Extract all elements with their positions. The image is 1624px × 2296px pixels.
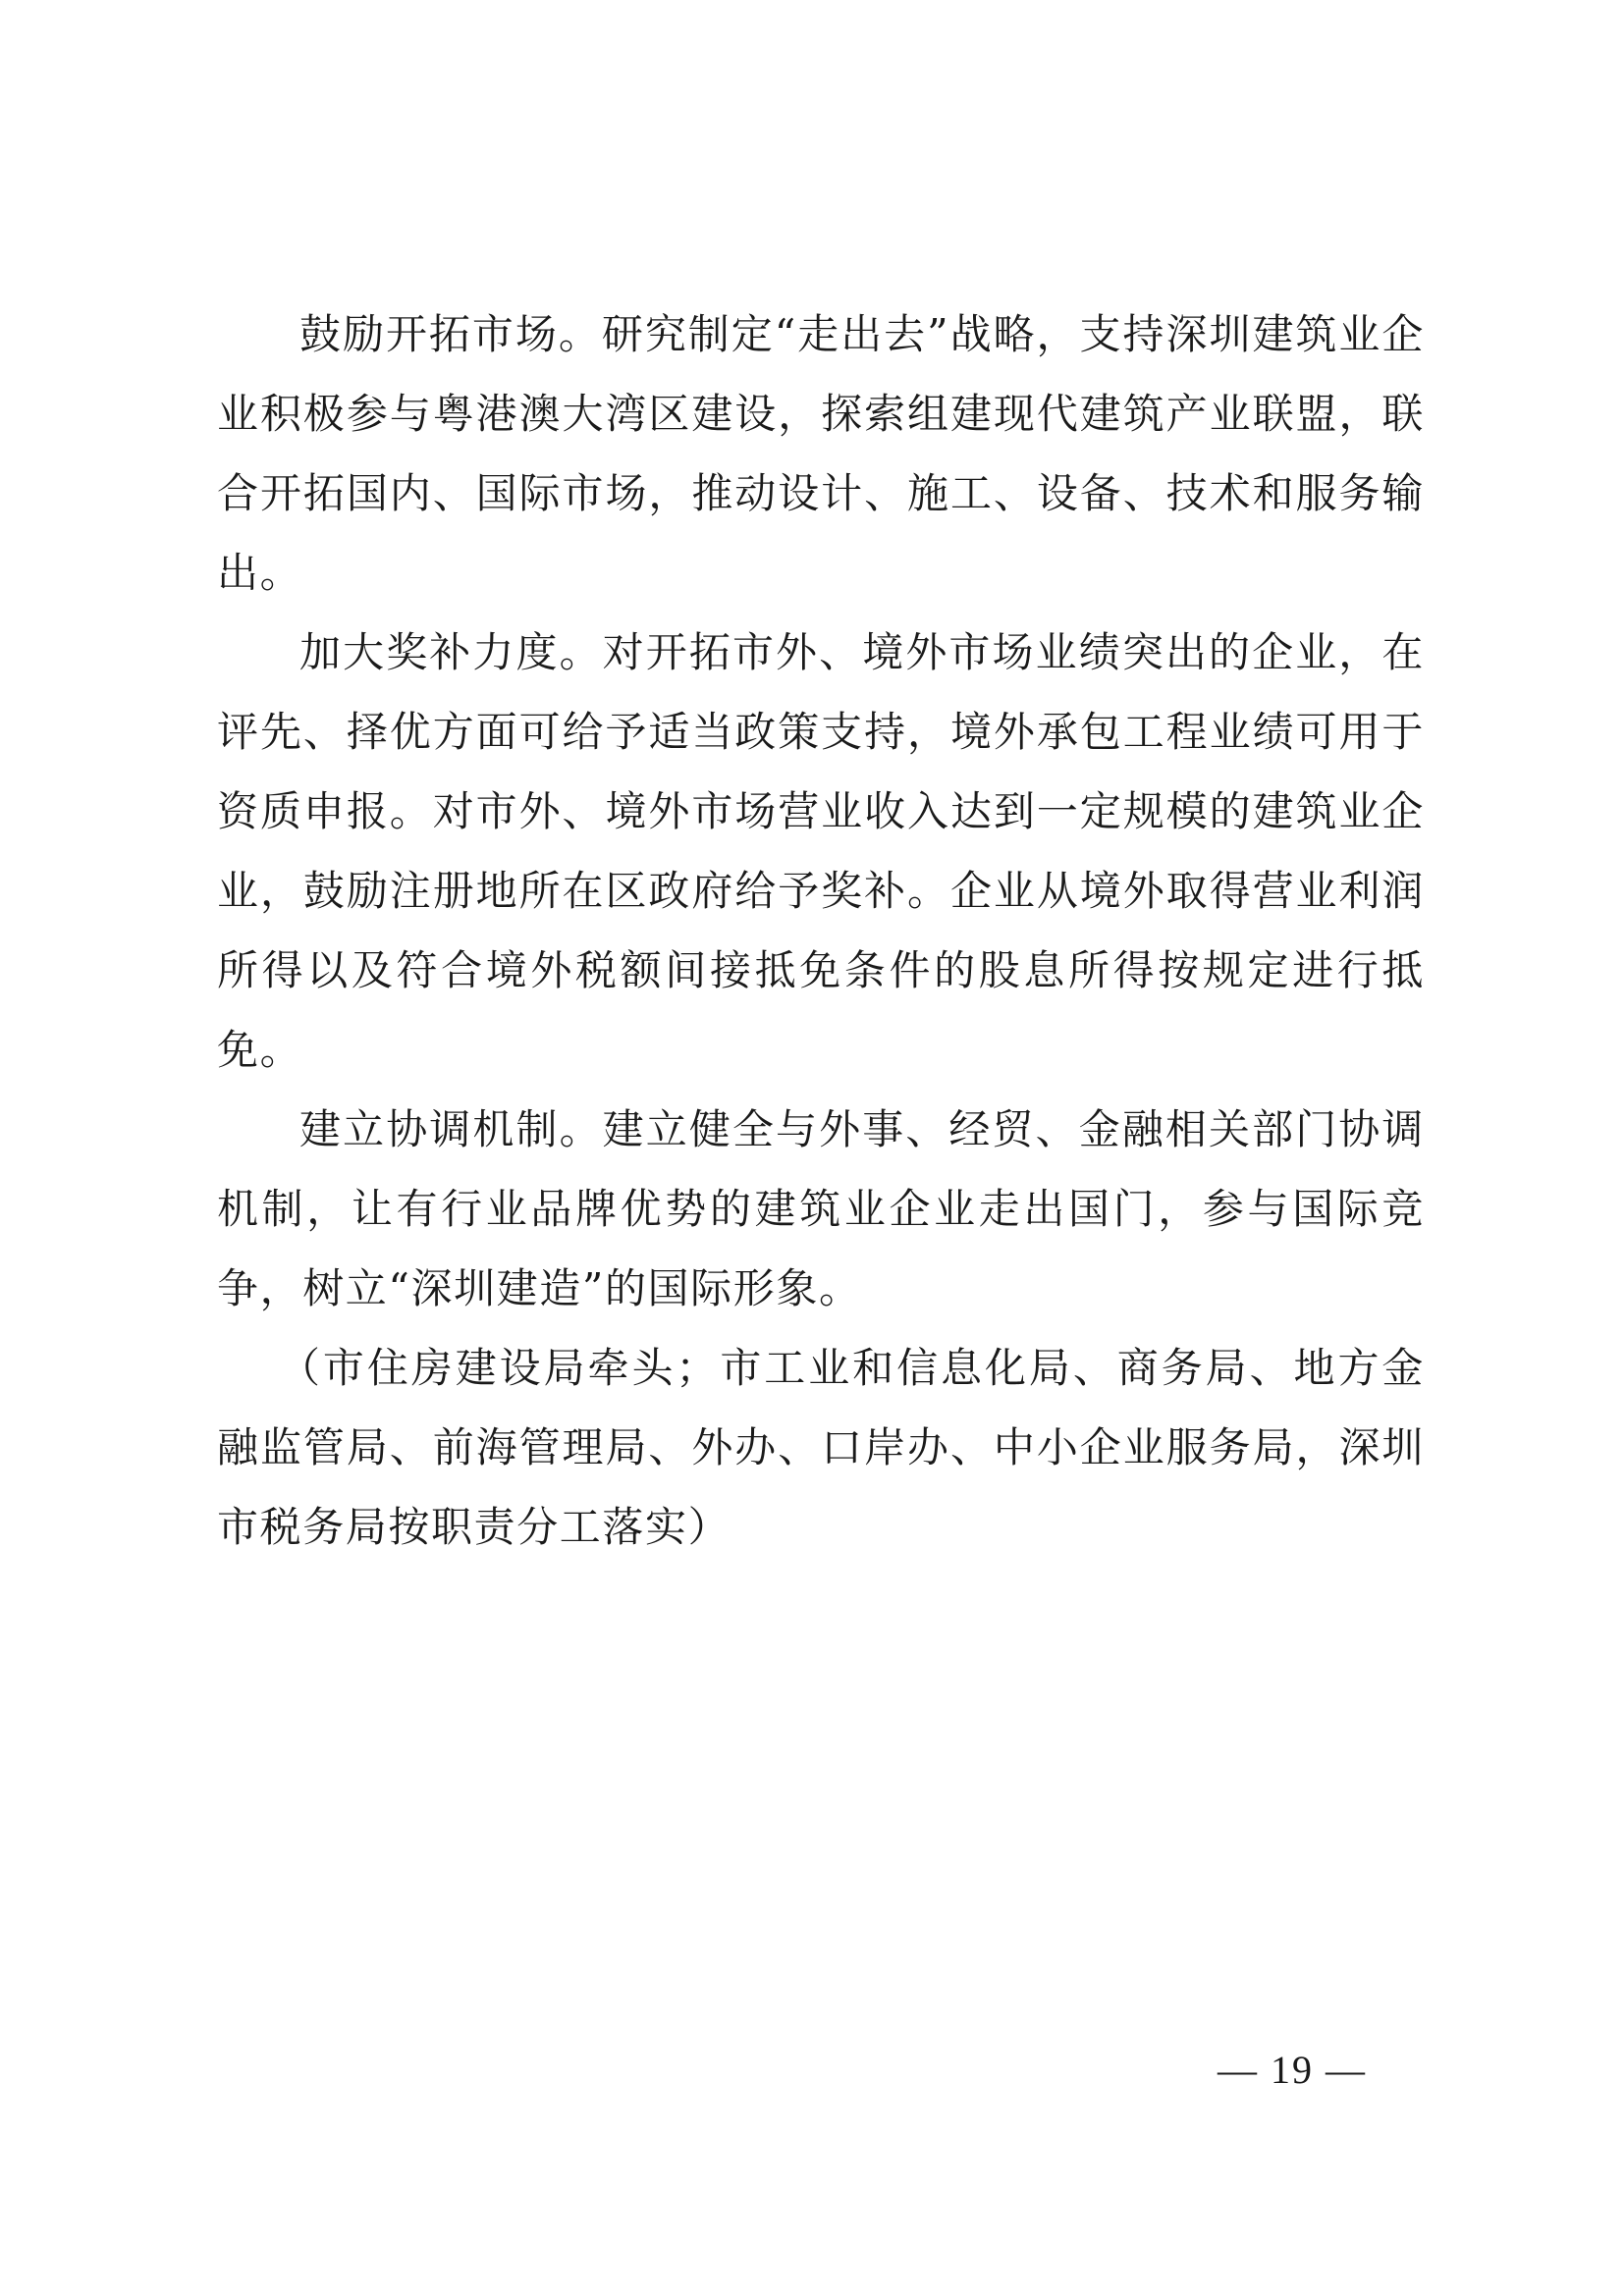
page-number: — 19 — [1218, 2048, 1367, 2092]
paragraph-coordination: 建立协调机制。建立健全与外事、经贸、金融相关部门协调机制，让有行业品牌优势的建筑业企业走出国门，参与国际竞争，树立“深圳建造”的国际形象。 [217, 1105, 1425, 1312]
paragraph-subsidy: 加大奖补力度。对开拓市外、境外市场业绩突出的企业，在评先、择优方面可给予适当政策支持，境外承包工程业绩可用于资质申报。对市外、境外市场营业收入达到一定规模的建筑业企业，鼓励注册地所在区政府给予奖补。企业从境外取得营业利润所得以及符合境外税额间接抵免条件的股息所得按规定进行抵免。 [217, 628, 1425, 1074]
paragraph-expand-market: 鼓励开拓市场。研究制定“走出去”战略，支持深圳建筑业企业积极参与粤港澳大湾区建设，探索组建现代建筑产业联盟，联合开拓国内、国际市场，推动设计、施工、设备、技术和服务输出。 [217, 310, 1425, 597]
paragraph-responsible-departments: （市住房建设局牵头；市工业和信息化局、商务局、地方金融监管局、前海管理局、外办、口岸办、中小企业服务局，深圳市税务局按职责分工落实） [217, 1344, 1425, 1551]
body-text [217, 294, 1425, 1567]
